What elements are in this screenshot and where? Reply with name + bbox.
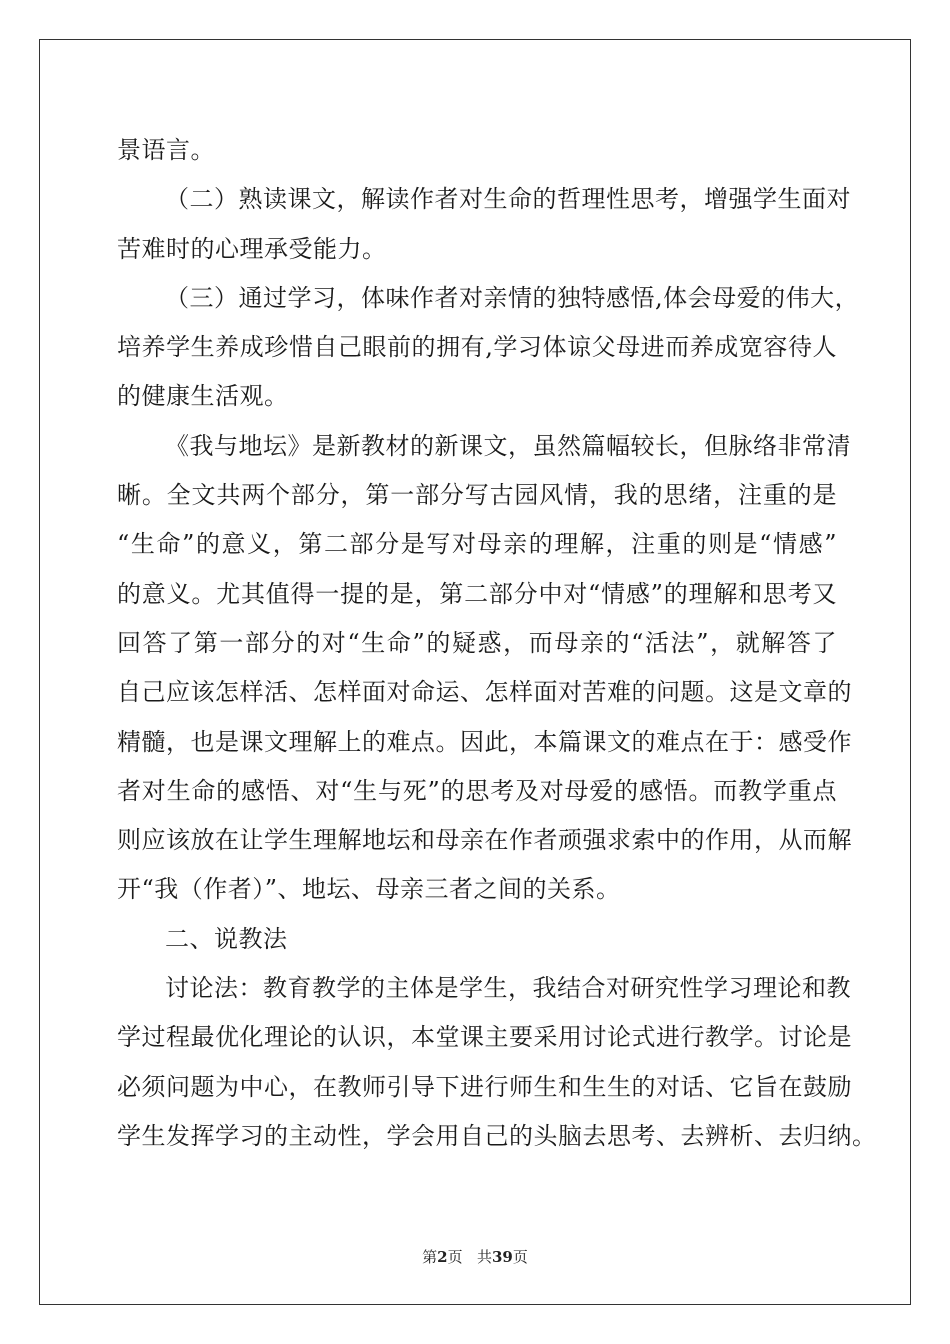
document-body [117,126,877,1161]
total-pages: 39 [491,1248,513,1266]
text-line: 则应该放在让学生理解地坛和母亲在作者顽强求索中的作用，从而解 [117,826,852,855]
text-line: 必须问题为中心，在教师引导下进行师生和生生的对话、它旨在鼓励 [117,1072,852,1101]
text-line: 自己应该怎样活、怎样面对命运、怎样面对苦难的问题。这是文章的 [117,678,852,707]
text-line: 苦难时的心理承受能力。 [117,234,387,263]
text-line: 开“我（作者）”、地坛、母亲三者之间的关系。 [117,875,621,904]
total-label-prefix: 共 [476,1248,492,1266]
text-line: 的意义。尤其值得一提的是，第二部分中对“情感”的理解和思考又 [117,579,837,608]
text-line: 景语言。 [117,136,215,164]
text-line: 《我与地坛》是新教材的新课文，虽然篇幅较长，但脉络非常清 [165,431,851,460]
text-line: （二）熟读课文，解读作者对生命的哲理性思考，增强学生面对 [165,185,851,214]
text-line: 学生发挥学习的主动性，学会用自己的头脑去思考、去辨析、去归纳。 [117,1121,877,1150]
text-line: 晰。全文共两个部分，第一部分写古园风情，我的思绪，注重的是 [117,481,837,510]
text-line: 回答了第一部分的对“生命”的疑惑，而母亲的“活法”，就解答了 [117,628,837,657]
text-line: 培养学生养成珍惜自己眼前的拥有,学习体谅父母进而养成宽容待人 [117,333,837,362]
page-footer [0,1246,950,1267]
text-line: 学过程最优化理论的认识，本堂课主要采用讨论式进行教学。讨论是 [117,1023,852,1052]
total-label-suffix: 页 [512,1248,528,1266]
text-line: 者对生命的感悟、对“生与死”的思考及对母爱的感悟。而教学重点 [117,776,837,805]
section-heading: 二、说教法 [165,924,288,953]
text-line: 的健康生活观。 [117,382,289,411]
page-label-suffix: 页 [447,1248,463,1266]
text-line: “生命”的意义，第二部分是写对母亲的理解，注重的则是“情感” [117,530,837,559]
text-line: 精髓，也是课文理解上的难点。因此，本篇课文的难点在于：感受作 [117,727,852,756]
text-line: 讨论法：教育教学的主体是学生，我结合对研究性学习理论和教 [165,974,851,1003]
page-label-prefix: 第 [422,1248,438,1266]
page-number: 2 [437,1248,448,1266]
text-line: （三）通过学习，体味作者对亲情的独特感悟,体会母爱的伟大， [165,283,860,312]
